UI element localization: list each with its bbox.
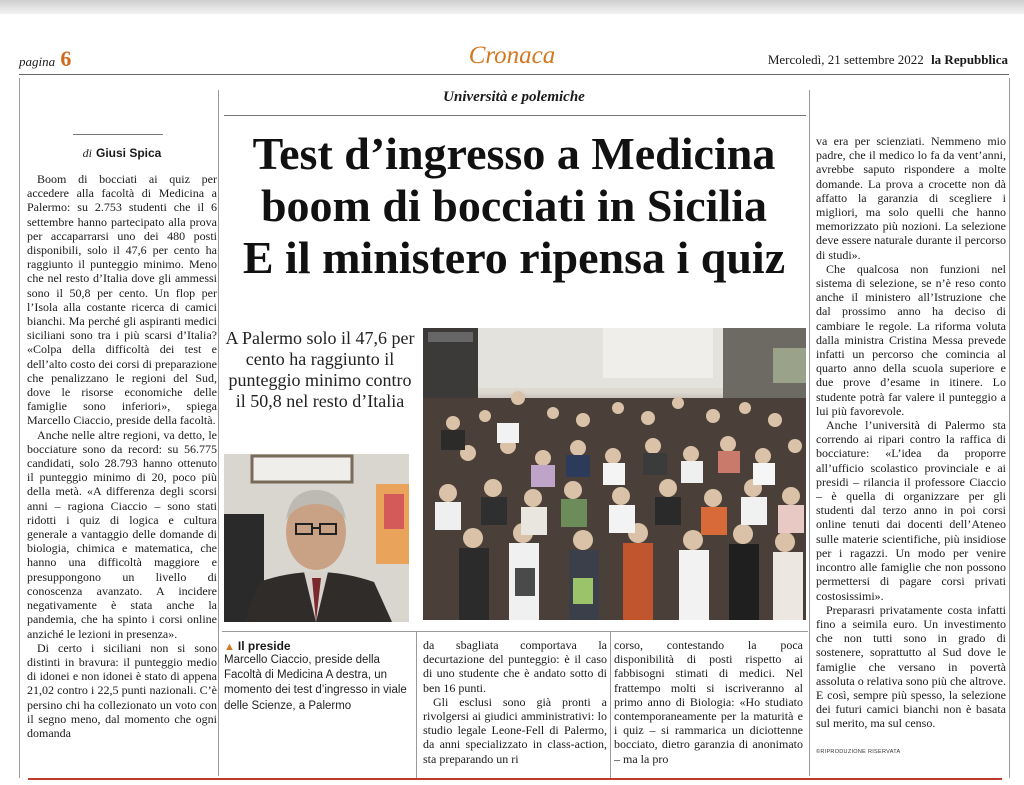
article-column-1 [27,172,217,772]
paragraph: Che qualcosa non funzioni nel sistema di selezione, se n’è reso conto anche il ministero all’Istruzione che dal prossimo anno ha deciso di cambiare le regole. La riforma voluta dalla ministra Cristina Messa prevede infatti un percorso che comincia al quarto anno della scuola superiore e due prove d’esame in itinere. Lo studente potrà far valere il punteggio a lui più favorevole. [816,261,1006,418]
column-rule-right [1009,78,1010,778]
issue-date: Mercoledì, 21 settembre 2022 [767,52,924,67]
header-rule [19,74,1009,75]
paragraph: Di certo i siciliani non si sono distinti in bravura: il punteggio medio di idonei e non idonei è stato di appena 21,02 contro i 22,5 punti nazionali. C’è persino chi ha collezionato un voto con il segno meno, dal momento che ogni domanda [27,640,217,740]
column-rule-left [19,78,20,778]
paragraph: Anche nelle altre regioni, va detto, le bocciature sono da record: su 56.775 candidati, solo 28.793 hanno ottenuto il punteggio minimo di 20, poco più della metà. «A differenza degli scorsi anni – ragiona Ciaccio – sono stati ridotti i quiz di logica e cultura generale a vantaggio delle domande di biologia, chimica e matematica, che hanno una difficoltà maggiore e presuppongono un livello di conoscenza avanzato. A incidere negativamente è stata anche la pandemia, che ha spinto i corsi online anziché le lezioni in presenza». [27,427,217,641]
subheadline: A Palermo solo il 47,6 per cento ha raggiunto il punteggio minimo contro il 50,8 nel resto d’Italia [225,328,415,411]
column-rule-4 [809,90,810,776]
newspaper-logo: la Repubblica [931,52,1008,67]
top-shadow [0,0,1024,14]
article-column-4 [816,134,1006,746]
caption-label-text: Il preside [237,639,291,653]
date-and-brand [768,52,1008,68]
paragraph: Boom di bocciati ai quiz per accedere alla facoltà di Medicina a Palermo: su 2.753 studenti che il 6 settembre hanno partecipato alla prova per accaparrarsi uno dei 480 posti disponibili, solo il 47,6 per cento ha raggiunto il punteggio minimo. Meno che nel resto d’Italia dove gli ammessi sono il 50,8 per cento. Un flop per l’Isola alla costante ricerca di camici bianchi. Ma perché gli aspiranti medici siciliani sono tra i più scarsi d’Italia? «Colpa della difficoltà dei test e dell’alto costo dei corsi di preparazione che penalizzano le regioni del Sud, dove le risorse economiche delle famiglie sono inferiori», spiega Marcello Ciaccio, preside della facoltà. [27,172,217,428]
page-label: pagina [19,54,56,69]
headline-line-1: Test d’ingresso a Medicina [252,128,776,179]
byline-rule [73,134,163,135]
caption-top-rule [222,631,808,632]
kicker: Università e polemiche [443,89,585,105]
headline [224,128,804,284]
paragraph: Anche l’università di Palermo sta correndo ai ripari contro la raffica di bocciature: «L’idea da proporre all’ufficio scolastico provinciale e ai presidi – rilancia il professore Ciaccio – è quella di organizzare per gli studenti dal terzo anno in poi corsi online tenuti dai docenti dell’Ateneo sulle materie scientifiche, più insidiose per i ragazzi. Un modo per venire incontro alle famiglie che non possono permettersi di pagare corsi privati costosissimi». [816,418,1006,603]
headline-line-2: boom di bocciati in Sicilia [260,180,768,231]
caption-label [224,639,291,653]
paragraph: Preparasri privatamente costa infatti fino a seimila euro. Un investimento che non tutti sono in grado di sostenere, soprattutto al Sud dove le famiglie che versano in povertà assoluta o relativa sono più che altrove. E così, sempre più spesso, la selezione dei futuri camici bianchi non è basata sul merito, ma sul censo. [816,602,1006,731]
page-number: 6 [60,46,72,71]
bottom-red-rule [28,778,1002,780]
students-crowd-photo [423,328,806,620]
byline [27,146,217,161]
paragraph: da sbagliata comportava la decurtazione del punteggio: è il caso di uno studente che è andato sotto di ben 16 punti. [423,638,607,695]
byline-author: Giusi Spica [95,146,162,160]
column-rule-2 [416,632,417,778]
triangle-icon: ▲ [224,641,235,653]
byline-prefix: di [82,146,92,160]
column-rule-3 [610,632,611,778]
kicker-rule [224,115,806,116]
article-column-3 [614,638,803,776]
paragraph: va era per scienziati. Nemmeno mio padre, che il medico lo fa da vent’anni, avrebbe saputo rispondere a molte domande. La prova a crocette non dà affatto la garanzia di scegliere i migliori, ma solo quelli che hanno memorizzato più nozioni. La selezione deve essere naturale durante il percorso di studi». [816,134,1006,262]
reproduction-note: ©RIPRODUZIONE RISERVATA [816,749,901,755]
caption-text: Marcello Ciaccio, preside della Facoltà di Medicina A destra, un momento dei test d’ingresso in viale delle Scienze, a Palermo [224,654,407,712]
column-rule-1 [218,90,219,776]
section-title: Cronaca [468,42,556,69]
paragraph: corso, contestando la poca disponibilità di posti rispetto ai fabbisogni stimati di medici. Nel frattempo molti si iscriveranno al primo anno di Biologia: «Ho studiato contemporaneamente per la maturità e i quiz – si rammarica un diciottenne bocciato, dietro garanzia di anonimato – ma la pro [614,638,803,766]
preside-portrait-photo [224,454,409,622]
headline-line-3: E il ministero ripensa i quiz [242,232,786,283]
paragraph: Gli esclusi sono già pronti a rivolgersi ai giudici amministrativi: lo studio legale Leone-Fell di Palermo, da anni specializzato in class-action, sta preparando un ri [423,694,607,766]
article-column-2 [423,638,607,776]
